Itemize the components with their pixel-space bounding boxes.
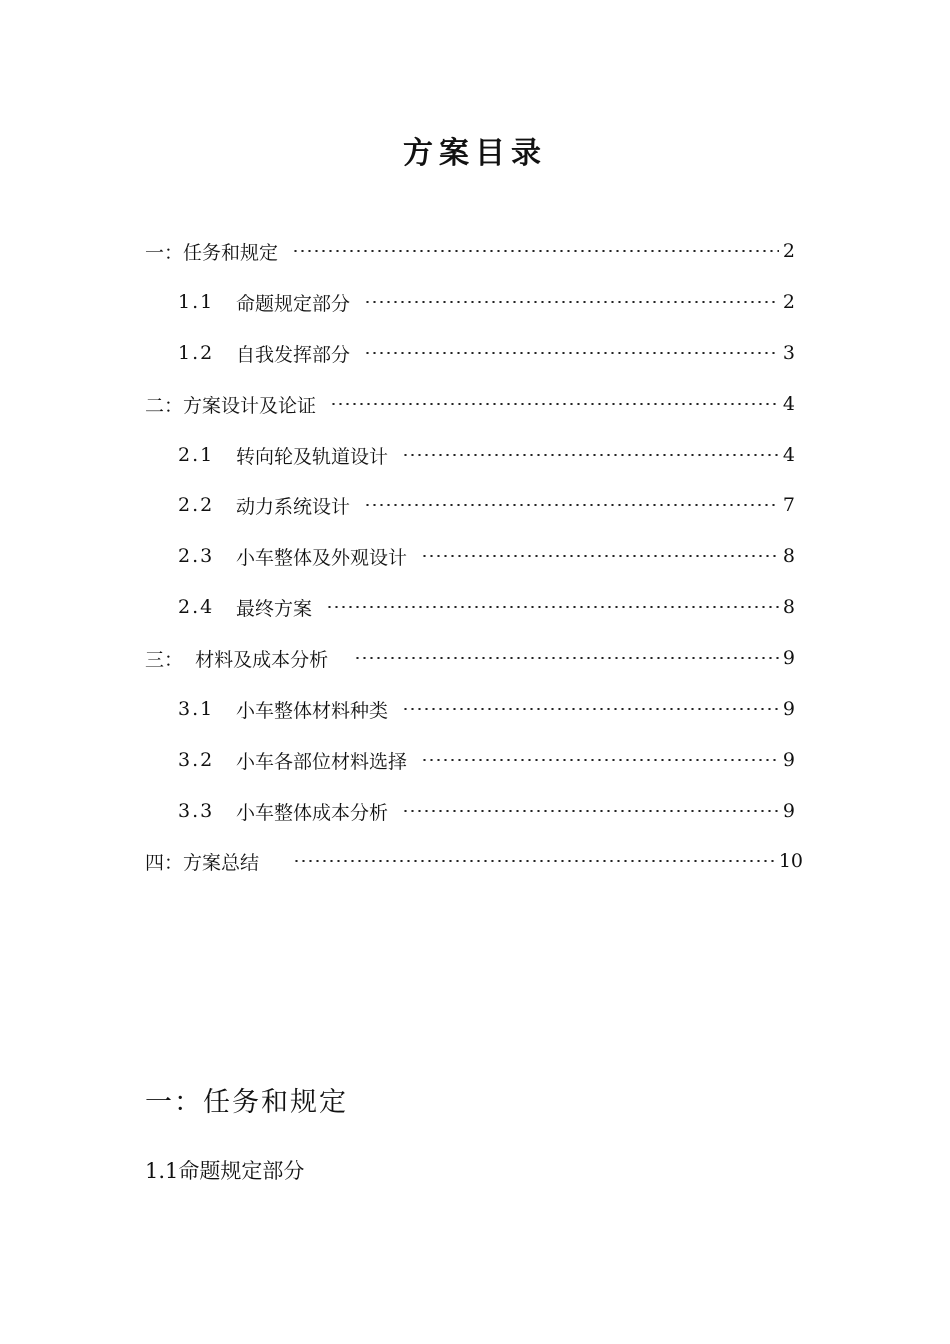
toc-page-number: 9 (782, 647, 795, 669)
toc-entry-number: 3.2 (178, 749, 215, 771)
toc-entry[interactable] (178, 288, 795, 316)
toc-dot-leader (402, 454, 779, 456)
toc-entry[interactable] (178, 593, 795, 621)
toc-entry[interactable] (178, 695, 795, 723)
toc-page-number: 9 (782, 800, 795, 822)
toc-dot-leader (402, 810, 779, 812)
toc-page-number: 2 (782, 240, 795, 262)
toc-entry-label: 自我发挥部分 (236, 343, 351, 366)
toc-entry-number: 2.1 (178, 444, 215, 466)
toc-page-number: 2 (782, 291, 795, 313)
toc-entry-label: 小车整体材料种类 (236, 699, 389, 722)
toc-page-number: 8 (782, 596, 795, 618)
toc-page-number: 7 (782, 494, 795, 516)
toc-entry-label: 四：方案总结 (145, 851, 260, 874)
toc-page-number: 9 (782, 749, 795, 771)
toc-dot-leader (292, 250, 779, 252)
toc-entry[interactable] (178, 746, 795, 774)
toc-entry-label: 转向轮及轨道设计 (236, 445, 389, 468)
toc-entry-number: 3.3 (178, 800, 215, 822)
toc-page-number: 4 (782, 444, 795, 466)
toc-dot-leader (293, 860, 775, 862)
toc-dot-leader (364, 301, 779, 303)
subsection-heading: 1.1命题规定部分 (145, 1159, 305, 1183)
toc-dot-leader (421, 759, 779, 761)
toc-entry-label: 小车各部位材料选择 (236, 750, 408, 773)
toc-dot-leader (326, 606, 779, 608)
toc-title: 方案目录 (403, 136, 547, 171)
toc-entry-label: 三： 材料及成本分析 (145, 648, 329, 671)
toc-entry-label: 小车整体成本分析 (236, 801, 389, 824)
toc-page-number: 4 (782, 393, 795, 415)
toc-dot-leader (364, 504, 779, 506)
toc-entry-number: 2.3 (178, 545, 215, 567)
toc-entry-label: 一：任务和规定 (145, 241, 279, 264)
toc-dot-leader (330, 403, 779, 405)
toc-entry-number: 1.2 (178, 342, 215, 364)
toc-entry-label: 命题规定部分 (236, 292, 351, 315)
toc-entry-label: 最终方案 (236, 597, 313, 620)
toc-entry-label: 二：方案设计及论证 (145, 394, 317, 417)
toc-dot-leader (402, 708, 779, 710)
toc-entry[interactable] (145, 390, 795, 418)
toc-entry-label: 小车整体及外观设计 (236, 546, 408, 569)
toc-entry-number: 3.1 (178, 698, 215, 720)
toc-entry-number: 2.4 (178, 596, 215, 618)
toc-page-number: 8 (782, 545, 795, 567)
toc-page-number: 10 (778, 850, 803, 872)
section-heading: 一：任务和规定 (145, 1087, 348, 1118)
toc-entry[interactable] (145, 237, 795, 265)
toc-page-number: 9 (782, 698, 795, 720)
toc-entry[interactable] (145, 847, 803, 875)
toc-entry-number: 2.2 (178, 494, 215, 516)
toc-entry[interactable] (178, 491, 795, 519)
toc-dot-leader (364, 352, 779, 354)
toc-entry[interactable] (145, 644, 795, 672)
toc-entry[interactable] (178, 441, 795, 469)
toc-dot-leader (354, 657, 779, 659)
toc-entry-number: 1.1 (178, 291, 215, 313)
toc-dot-leader (421, 555, 779, 557)
toc-entry-label: 动力系统设计 (236, 495, 351, 518)
toc-entry[interactable] (178, 339, 795, 367)
toc-entry[interactable] (178, 542, 795, 570)
toc-page-number: 3 (782, 342, 795, 364)
toc-entry[interactable] (178, 797, 795, 825)
